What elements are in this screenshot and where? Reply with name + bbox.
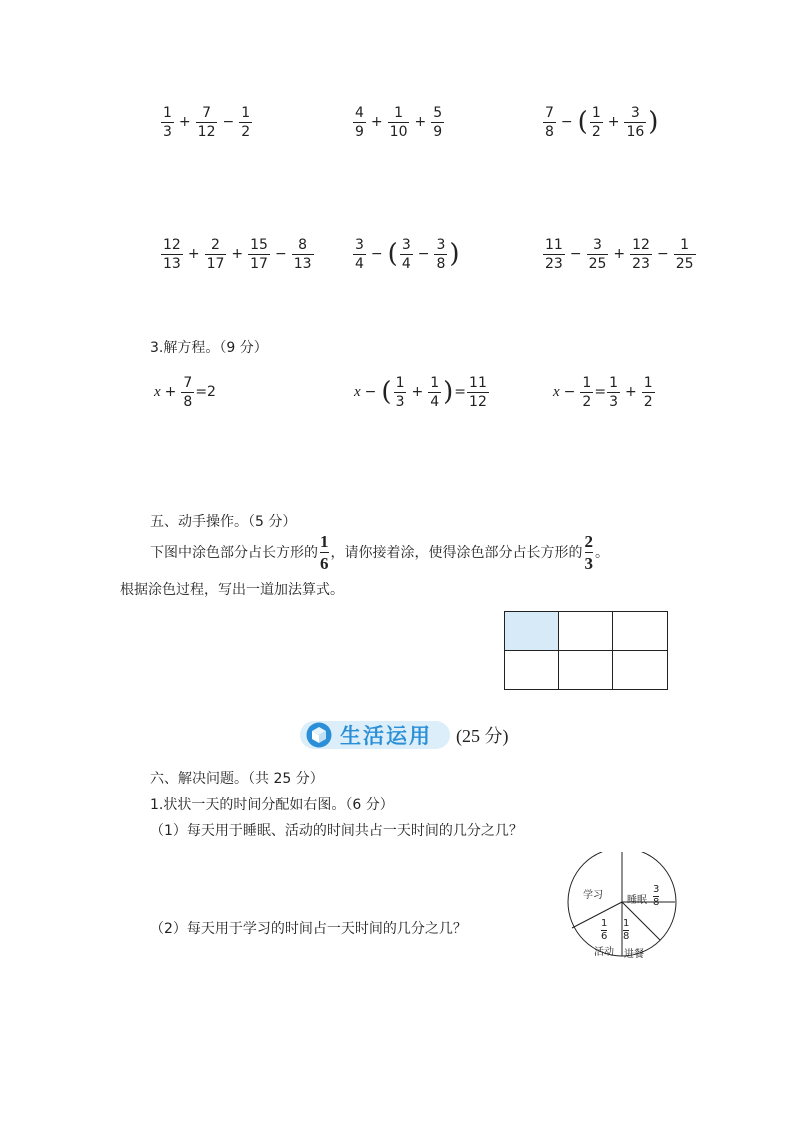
operator: + <box>624 384 637 400</box>
operator: − <box>563 384 576 400</box>
fraction: $\frac{1}{3}$ <box>609 374 618 410</box>
expression-6 <box>542 234 697 274</box>
fraction: $\frac{7}{8}$ <box>545 104 554 140</box>
pie-fraction-activity: $\frac{1}{6}$ <box>601 918 608 942</box>
operator: + <box>414 114 427 130</box>
fraction: $\frac{7}{8}$ <box>183 374 193 410</box>
operator: + <box>370 114 383 130</box>
operator: + <box>613 246 626 262</box>
grid-cell[interactable] <box>559 651 613 690</box>
pie-label-study: 学习 <box>583 890 603 901</box>
fraction: $\frac{11}{23}$ <box>545 236 563 272</box>
variable-x: x <box>553 383 560 400</box>
fraction: $\frac{1}{2}$ <box>591 104 601 140</box>
fraction: $\frac{3}{4}$ <box>401 236 411 272</box>
operator: − <box>569 246 582 262</box>
pie-fraction-meal: $\frac{1}{8}$ <box>623 918 630 942</box>
equations-heading: 3.解方程。（9 分） <box>150 340 268 356</box>
question-1-part-2: （2）每天用于学习的时间占一天时间的几分之几？ <box>150 921 467 937</box>
fraction: $\frac{15}{17}$ <box>250 236 268 272</box>
grid-cell[interactable] <box>559 612 613 651</box>
right-paren: ) <box>449 239 460 269</box>
equation-3 <box>553 372 656 412</box>
equals-sign: = <box>454 384 467 400</box>
expression-3 <box>542 102 659 142</box>
operator: − <box>274 246 287 262</box>
left-paren: ( <box>577 107 588 137</box>
cube-icon <box>306 722 332 748</box>
fraction-two-thirds: 2 3 <box>584 531 593 573</box>
fraction: $\frac{3}{16}$ <box>626 104 645 140</box>
question-1-part-1: （1）每天用于睡眠、活动的时间共占一天时间的几分之几？ <box>150 823 523 839</box>
instruction-text: 下图中涂色部分占长方形的 <box>150 545 318 561</box>
pie-label-activity: 活动 <box>594 947 614 958</box>
fraction: $\frac{1}{3}$ <box>163 104 172 140</box>
fraction: $\frac{5}{9}$ <box>433 104 443 140</box>
equation-rhs: =2 <box>195 384 216 400</box>
rectangle-grid[interactable] <box>504 611 668 690</box>
banner-pill <box>300 721 450 749</box>
section6-heading: 六、解决问题。（共 25 分） <box>150 771 324 787</box>
right-paren: ) <box>443 377 454 407</box>
equation-1 <box>154 372 216 412</box>
expression-5 <box>352 234 461 274</box>
fraction: $\frac{8}{13}$ <box>293 236 312 272</box>
instruction-text: 。 <box>595 545 609 561</box>
section5-instruction <box>150 531 609 573</box>
operator: − <box>370 246 383 262</box>
fraction: $\frac{1}{2}$ <box>582 374 592 410</box>
fraction: $\frac{1}{10}$ <box>389 104 408 140</box>
equals-sign: = <box>594 384 607 400</box>
grid-cell[interactable] <box>505 612 559 651</box>
expression-4 <box>160 234 315 274</box>
operator: + <box>164 384 177 400</box>
operator: + <box>231 246 244 262</box>
grid-cell[interactable] <box>613 651 667 690</box>
operator: + <box>607 114 620 130</box>
operator: + <box>411 384 424 400</box>
fraction: $\frac{7}{12}$ <box>197 104 216 140</box>
section5-heading: 五、动手操作。（5 分） <box>150 514 297 530</box>
equation-2 <box>354 372 490 412</box>
operator: − <box>417 246 430 262</box>
pie-label-sleep: 睡眠 <box>627 895 647 906</box>
fraction: $\frac{12}{13}$ <box>163 236 181 272</box>
fraction: $\frac{11}{12}$ <box>469 374 487 410</box>
operator: − <box>656 246 669 262</box>
fraction: $\frac{1}{4}$ <box>430 374 440 410</box>
pie-fraction-sleep: $\frac{3}{8}$ <box>653 884 660 908</box>
fraction: $\frac{3}{4}$ <box>355 236 364 272</box>
operator: + <box>178 114 191 130</box>
expression-2 <box>352 102 445 142</box>
fraction: $\frac{3}{25}$ <box>588 236 607 272</box>
left-paren: ( <box>387 239 398 269</box>
variable-x: x <box>354 383 361 400</box>
section5-instruction-2: 根据涂色过程，写出一道加法算式。 <box>120 582 344 598</box>
instruction-text: ，请你接着涂，使得涂色部分占长方形的 <box>330 545 583 561</box>
fraction: $\frac{12}{23}$ <box>632 236 650 272</box>
fraction: $\frac{3}{8}$ <box>436 236 446 272</box>
fraction: $\frac{1}{2}$ <box>241 104 251 140</box>
section-banner <box>300 719 509 751</box>
expression-1 <box>160 102 253 142</box>
grid-cell[interactable] <box>613 612 667 651</box>
operator: + <box>187 246 200 262</box>
operator: − <box>222 114 235 130</box>
fraction: $\frac{1}{3}$ <box>395 374 405 410</box>
grid-cell[interactable] <box>505 651 559 690</box>
fraction-one-sixth: 1 6 <box>320 531 329 573</box>
banner-title: 生活运用 <box>340 724 432 748</box>
fraction: $\frac{1}{2}$ <box>643 374 653 410</box>
fraction: $\frac{2}{17}$ <box>206 236 225 272</box>
right-paren: ) <box>648 107 659 137</box>
variable-x: x <box>154 383 161 400</box>
operator: − <box>364 384 377 400</box>
fraction: $\frac{1}{25}$ <box>675 236 694 272</box>
left-paren: ( <box>381 377 392 407</box>
pie-label-meal: 进餐 <box>624 949 644 960</box>
time-pie-chart <box>563 852 683 962</box>
question-1: 1.状状一天的时间分配如右图。（6 分） <box>150 797 394 813</box>
operator: − <box>560 114 573 130</box>
fraction: $\frac{4}{9}$ <box>355 104 364 140</box>
banner-score: (25 分) <box>456 726 509 746</box>
